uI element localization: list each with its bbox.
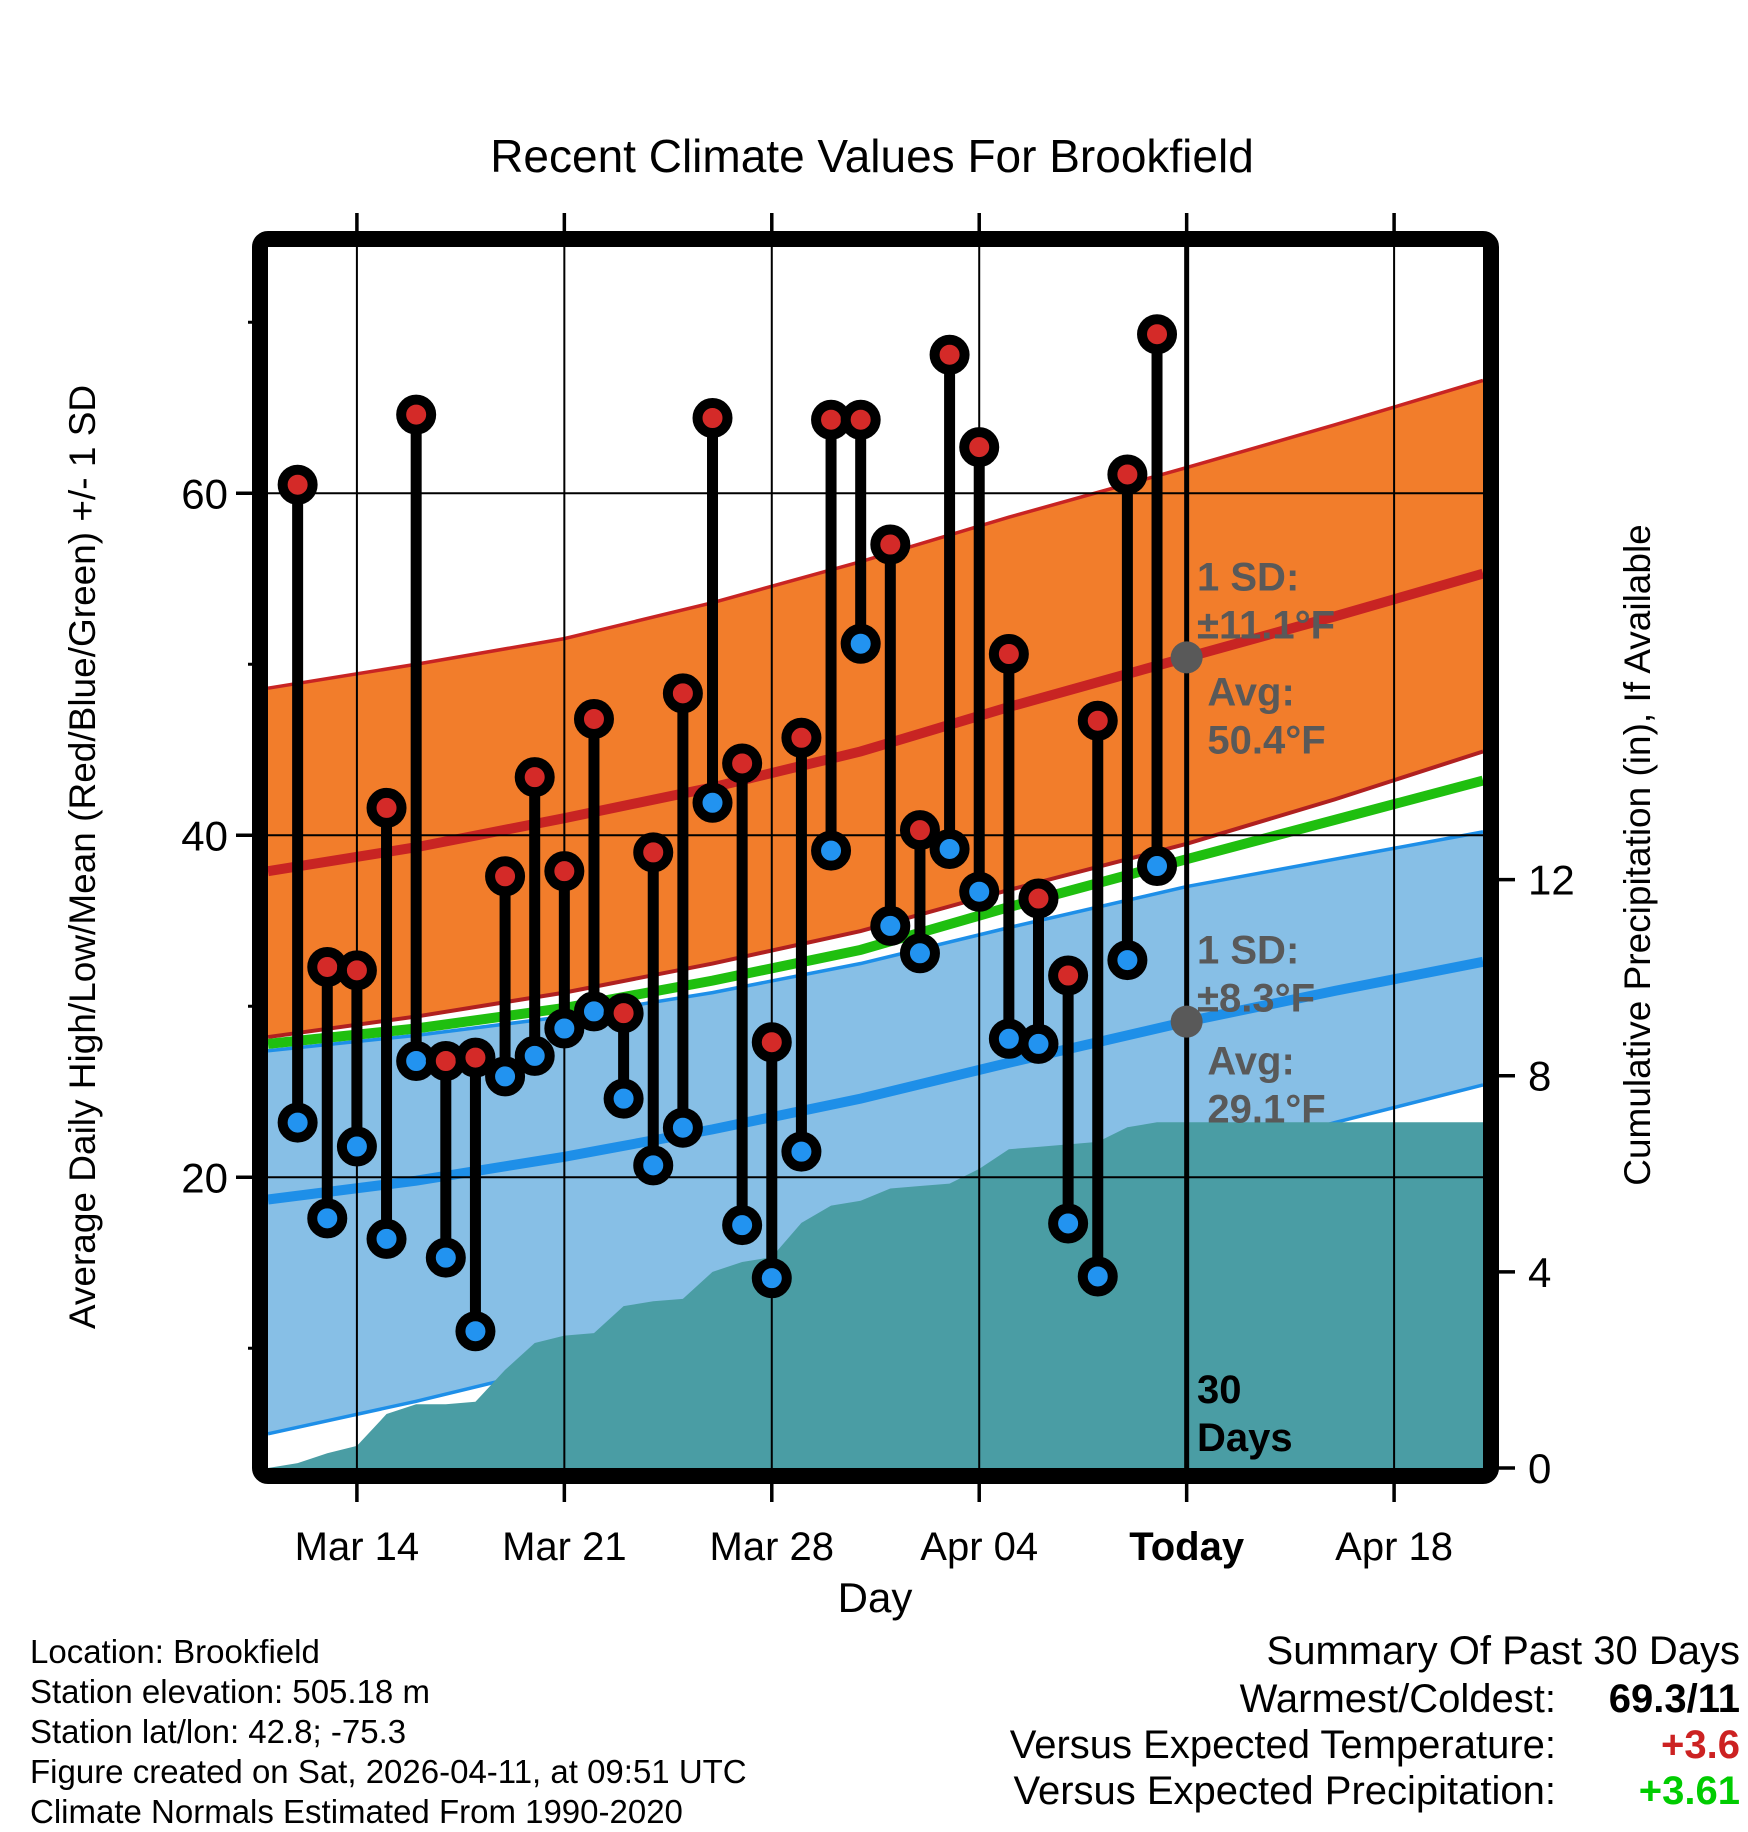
station-info: [30, 1632, 747, 1832]
low-marker: [1023, 1029, 1053, 1059]
svg-text:30: 30: [1197, 1368, 1242, 1413]
svg-text:50.4°F: 50.4°F: [1207, 718, 1326, 763]
high-marker: [757, 1027, 787, 1057]
svg-text:1 SD:: 1 SD:: [1197, 555, 1300, 600]
low-marker: [1053, 1208, 1083, 1238]
low-marker: [638, 1150, 668, 1180]
versus-expected-temperature-value: +3.6: [1661, 1723, 1740, 1767]
high-marker: [638, 837, 668, 867]
high-marker: [401, 400, 431, 430]
versus-expected-precipitation-value: +3.61: [1638, 1769, 1740, 1813]
high-marker: [609, 998, 639, 1028]
low-marker: [460, 1316, 490, 1346]
high-marker: [460, 1043, 490, 1073]
svg-text:Avg:: Avg:: [1207, 670, 1295, 715]
high-marker: [1023, 884, 1053, 914]
svg-text:Mar 21: Mar 21: [502, 1525, 627, 1569]
svg-text:±8.3°F: ±8.3°F: [1197, 976, 1316, 1021]
high-marker: [342, 955, 372, 985]
svg-text:Today: Today: [1129, 1525, 1245, 1569]
climate-normals-note: Climate Normals Estimated From 1990-2020: [30, 1793, 683, 1830]
svg-text:29.1°F: 29.1°F: [1207, 1087, 1326, 1132]
high-marker: [964, 432, 994, 462]
svg-text:±11.1°F: ±11.1°F: [1197, 603, 1336, 648]
high-marker: [846, 405, 876, 435]
low-marker: [520, 1041, 550, 1071]
low-marker: [935, 834, 965, 864]
high-marker: [1142, 319, 1172, 349]
low-marker: [727, 1210, 757, 1240]
low-marker: [1142, 851, 1172, 881]
low-marker: [283, 1108, 313, 1138]
svg-text:20: 20: [181, 1154, 228, 1202]
high-marker: [698, 403, 728, 433]
high-marker: [549, 856, 579, 886]
summary-title: Summary Of Past 30 Days: [1266, 1629, 1740, 1673]
high-marker: [579, 704, 609, 734]
station-elevation: Station elevation: 505.18 m: [30, 1673, 430, 1710]
low-marker: [490, 1061, 520, 1091]
high-marker: [668, 678, 698, 708]
station-location: Location: Brookfield: [30, 1633, 320, 1670]
y-axis-right-label: Cumulative Precipitation (in), If Available: [1617, 524, 1658, 1186]
low-marker: [905, 938, 935, 968]
svg-text:4: 4: [1528, 1248, 1552, 1296]
high-marker: [520, 762, 550, 792]
high-marker: [905, 815, 935, 845]
versus-expected-temperature-label: Versus Expected Temperature:: [1009, 1723, 1556, 1767]
low-marker: [549, 1014, 579, 1044]
high-marker: [1083, 706, 1113, 736]
high-marker: [935, 340, 965, 370]
warmest-coldest-value: 69.3/11: [1608, 1677, 1740, 1721]
high-marker: [786, 723, 816, 753]
high-marker: [875, 530, 905, 560]
svg-text:1 SD:: 1 SD:: [1197, 928, 1300, 973]
svg-text:Mar 28: Mar 28: [709, 1525, 835, 1569]
svg-text:Apr 18: Apr 18: [1335, 1525, 1454, 1569]
versus-expected-precipitation-label: Versus Expected Precipitation:: [1013, 1769, 1556, 1813]
figure-created-timestamp: Figure created on Sat, 2026-04-11, at 09:51 UTC: [30, 1753, 747, 1790]
low-marker: [431, 1243, 461, 1273]
svg-text:Apr 04: Apr 04: [920, 1525, 1039, 1569]
high-marker: [490, 861, 520, 891]
low-marker: [1112, 945, 1142, 975]
low-marker: [816, 836, 846, 866]
high-marker: [1053, 960, 1083, 990]
svg-text:12: 12: [1528, 856, 1575, 904]
low-marker: [342, 1132, 372, 1162]
svg-text:Days: Days: [1197, 1416, 1293, 1461]
low-marker: [846, 629, 876, 659]
low-marker: [312, 1203, 342, 1233]
high-marker: [372, 793, 402, 823]
y-axis-left-label: Average Daily High/Low/Mean (Red/Blue/Green) +/- 1 SD: [62, 384, 103, 1330]
warmest-coldest-label: Warmest/Coldest:: [1239, 1677, 1556, 1721]
station-latlon: Station lat/lon: 42.8; -75.3: [30, 1713, 407, 1750]
low-marker: [609, 1084, 639, 1114]
low-marker: [372, 1224, 402, 1254]
svg-text:40: 40: [181, 812, 228, 860]
summary-past-30-days: [1010, 1628, 1740, 1814]
low-marker: [786, 1137, 816, 1167]
x-axis-label: Day: [837, 1574, 913, 1621]
high-marker: [1112, 459, 1142, 489]
chart-title: Recent Climate Values For Brookfield: [490, 130, 1254, 182]
svg-text:Avg:: Avg:: [1207, 1039, 1295, 1084]
high-marker: [727, 748, 757, 778]
low-marker: [875, 911, 905, 941]
low-marker: [668, 1113, 698, 1143]
high-marker: [283, 470, 313, 500]
svg-text:8: 8: [1528, 1052, 1552, 1100]
low-marker: [964, 877, 994, 907]
svg-text:60: 60: [181, 470, 228, 518]
low-marker: [757, 1263, 787, 1293]
high-marker: [994, 639, 1024, 669]
svg-text:0: 0: [1528, 1445, 1552, 1492]
low-marker: [698, 788, 728, 818]
low-marker: [1083, 1261, 1113, 1291]
svg-text:Mar 14: Mar 14: [294, 1525, 420, 1569]
